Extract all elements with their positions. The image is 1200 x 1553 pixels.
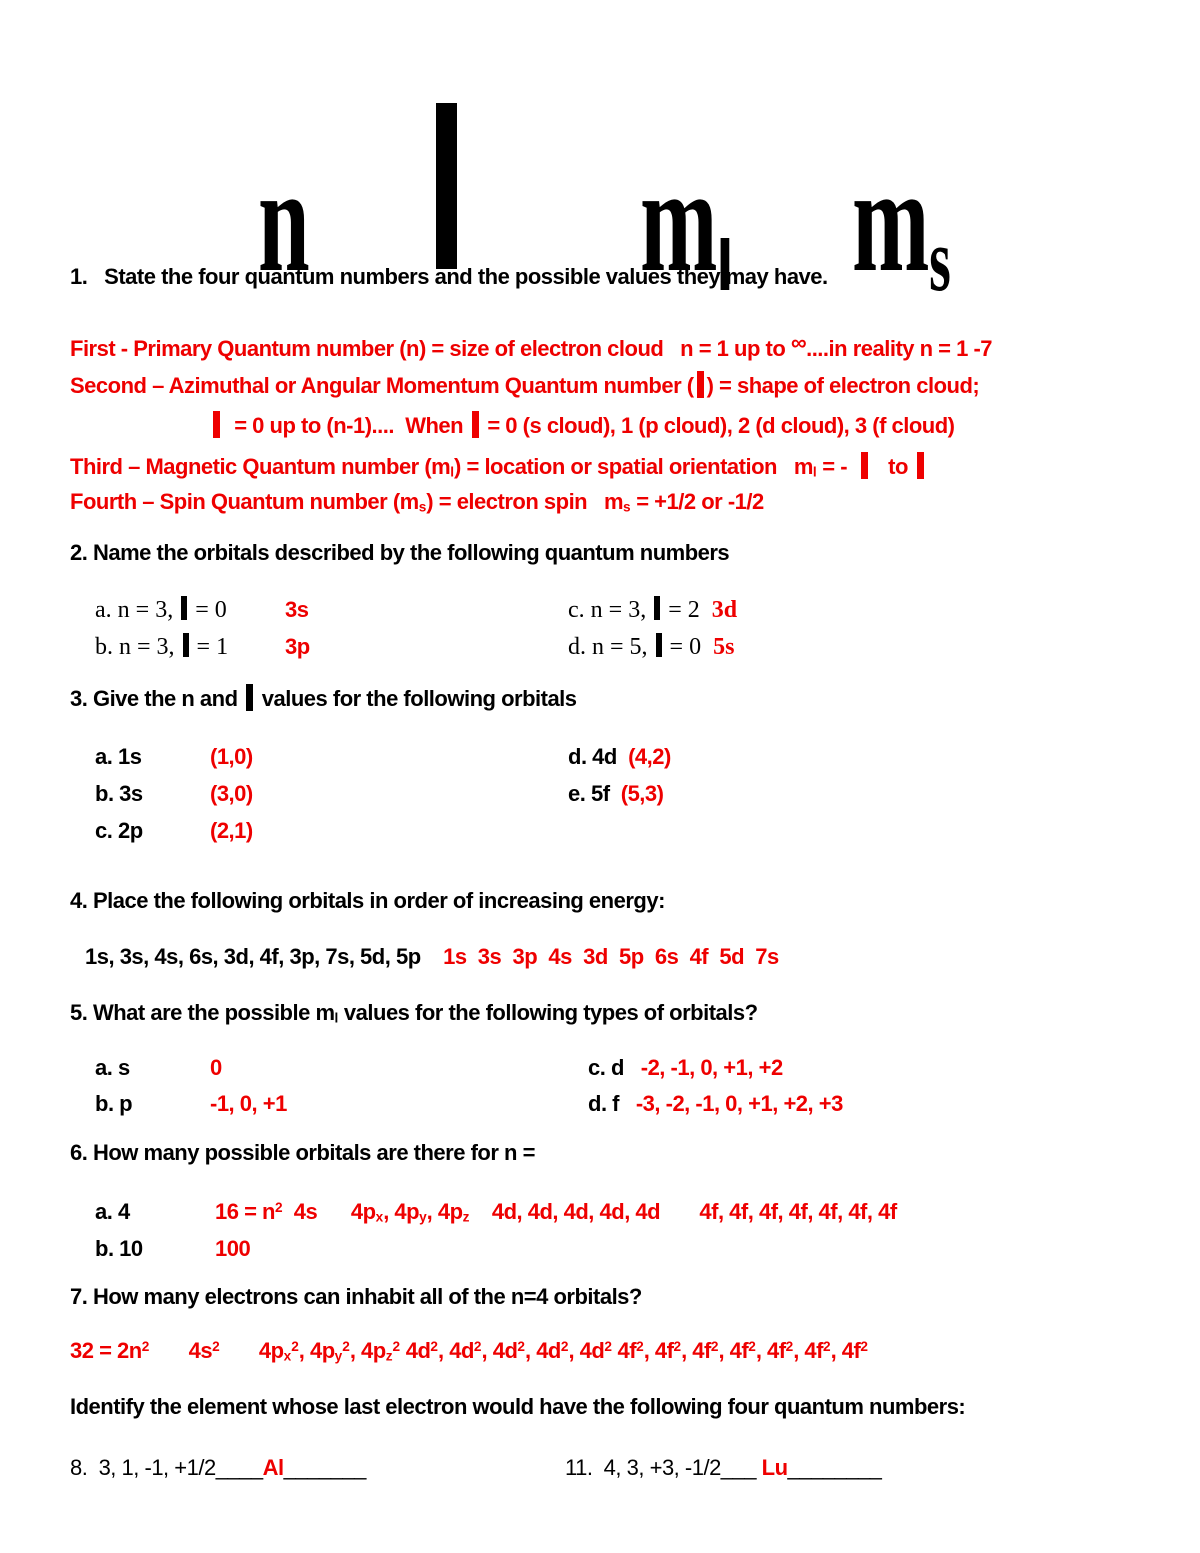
l-bar-glyph <box>697 371 704 398</box>
q5-answer-b: -1, 0, +1 <box>210 1091 287 1116</box>
q1-prompt: 1. State the four quantum numbers and the possible values they may have. <box>70 264 828 289</box>
q3-answer-b: (3,0) <box>210 781 253 806</box>
header-symbol-n: n <box>258 137 310 303</box>
q5-item-d: d. f -3, -2, -1, 0, +1, +2, +3 <box>588 1091 843 1116</box>
l-bar-glyph <box>213 411 220 438</box>
q2-item-d: d. n = 5, = 0 5s <box>568 634 735 660</box>
q3-item-e: e. 5f (5,3) <box>568 781 664 806</box>
q2-answer-a: 3s <box>285 597 309 622</box>
q2-answer-b: 3p <box>285 634 310 659</box>
q7-answer: $32 = 2n^2$ $4s^2$ $4p_x^2$, $4p_y^2$, $4p_z^2$ $4d^2$, $4d^2$, $4d^2$, $4d^2$, $4d^2$ $4f^2$, $4f^2$, $4f^2$, $4f^2$, $4f^2$, $4f^2$, $4f^2$ <box>70 1338 868 1364</box>
q2-item-b: b. n = 3, = 1 <box>95 634 229 660</box>
q8-line: 8. 3, 1, -1, +1/2____Al_______ <box>70 1455 366 1480</box>
l-bar-glyph <box>181 596 187 620</box>
l-bar-glyph <box>861 452 868 479</box>
l-bar-glyph <box>917 452 924 479</box>
q6-answer-a: $16 = n^2$ 4s $4p_x$, $4p_y$, $4p_z$ 4d, 4d, 4d, 4d, 4d 4f, 4f, 4f, 4f, 4f, 4f, 4f <box>215 1199 897 1225</box>
q4-answer-line: 1s, 3s, 4s, 6s, 3d, 4f, 3p, 7s, 5d, 5p 1s 3s 3p 4s 3d 5p 6s 4f 5d 7s <box>85 944 779 969</box>
l-bar-glyph <box>436 103 457 269</box>
l-bar-glyph <box>472 411 479 438</box>
q2-item-a: a. n = 3, = 0 <box>95 597 227 623</box>
q6-item-a: a. 4 <box>95 1199 130 1224</box>
q1-answer-first: First - Primary Quantum number (n) = size of electron cloud n = 1 up to ∞....in reality n = 1 -7 <box>70 330 993 361</box>
q2-prompt: 2. Name the orbitals described by the following quantum numbers <box>70 540 730 565</box>
identify-prompt: Identify the element whose last electron would have the following four quantum numbers: <box>70 1394 966 1419</box>
q6-item-b: b. 10 <box>95 1236 143 1261</box>
header-symbol-ml: m <box>640 145 730 295</box>
q5-prompt: 5. What are the possible $m_l$ values for the following types of orbitals? <box>70 1000 758 1026</box>
l-bar-glyph <box>183 633 189 657</box>
q1-answer-second: Second – Azimuthal or Angular Momentum Quantum number ( ) = shape of electron cloud; <box>70 373 980 398</box>
q4-prompt: 4. Place the following orbitals in order of increasing energy: <box>70 888 665 913</box>
q3-item-d: d. 4d (4,2) <box>568 744 671 769</box>
q3-answer-a: (1,0) <box>210 744 253 769</box>
q3-item-b: b. 3s <box>95 781 143 806</box>
q1-answer-third: Third – Magnetic Quantum number $(m_l)$ = location or spatial orientation $m_l$ = - to <box>70 452 927 481</box>
l-bar-glyph <box>656 633 662 657</box>
q5-answer-a: 0 <box>210 1055 222 1080</box>
header-symbol-l <box>436 103 457 275</box>
q5-item-b: b. p <box>95 1091 133 1116</box>
q6-answer-b: 100 <box>215 1236 251 1261</box>
q11-line: 11. 4, 3, +3, -1/2___ Lu________ <box>565 1455 882 1480</box>
q3-item-c: c. 2p <box>95 818 143 843</box>
l-bar-glyph <box>654 596 660 620</box>
q3-answer-c: (2,1) <box>210 818 253 843</box>
q2-item-c: c. n = 3, = 2 3d <box>568 597 738 623</box>
q6-prompt: 6. How many possible orbitals are there for n = <box>70 1140 535 1165</box>
q5-item-a: a. s <box>95 1055 130 1080</box>
q5-item-c: c. d -2, -1, 0, +1, +2 <box>588 1055 783 1080</box>
header-symbol-ms: $m_s$ <box>852 137 951 310</box>
l-bar-glyph <box>246 684 253 711</box>
q3-item-a: a. 1s <box>95 744 142 769</box>
q1-answer-fourth: Fourth – Spin Quantum number $(m_s)$ = electron spin $m_s = +1/2$ or -1/2 <box>70 489 764 515</box>
q7-prompt: 7. How many electrons can inhabit all of the n=4 orbitals? <box>70 1284 642 1309</box>
q1-answer-l-rule: = 0 up to (n-1).... When = 0 (s cloud), 1 (p cloud), 2 (d cloud), 3 (f cloud) <box>210 411 955 439</box>
q3-prompt: 3. Give the n and values for the following orbitals <box>70 686 577 711</box>
